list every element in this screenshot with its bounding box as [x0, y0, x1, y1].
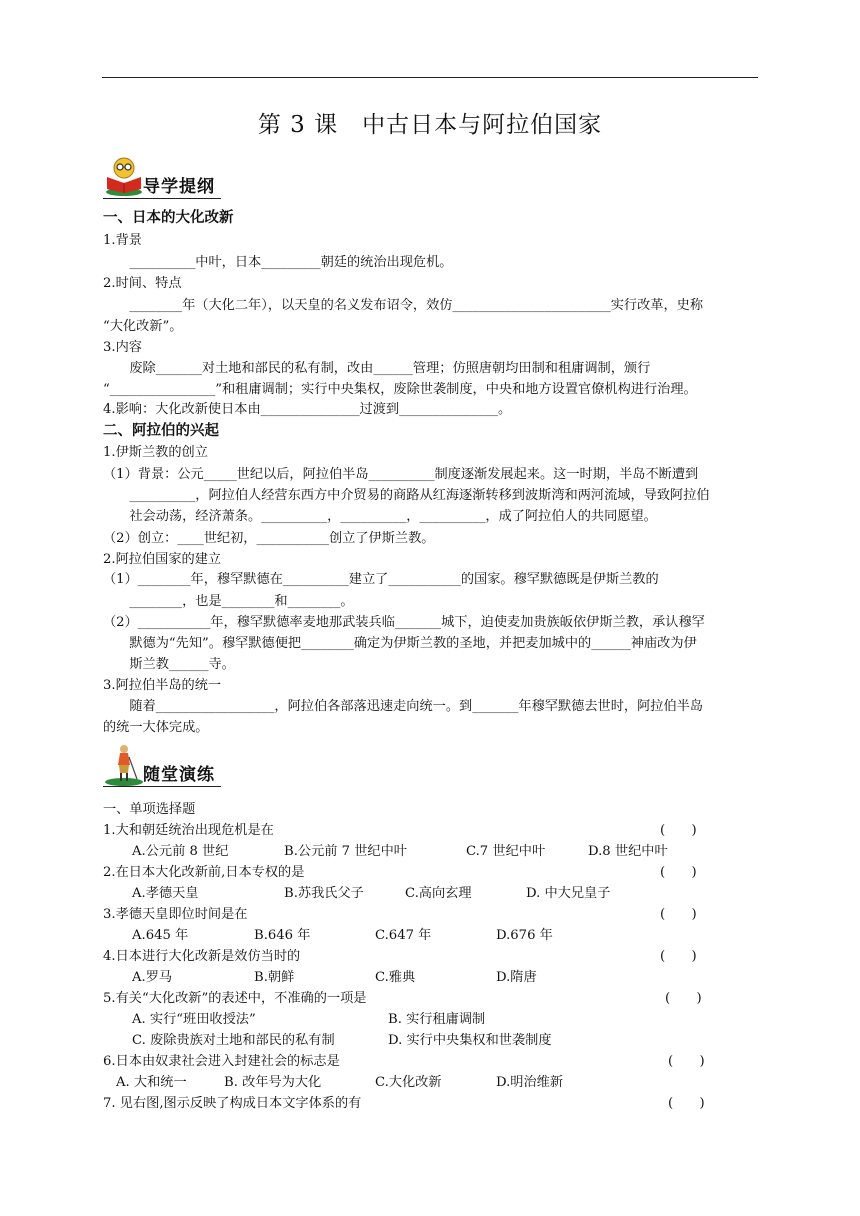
outline-line: 2.时间、特点: [103, 276, 182, 291]
option-a: A. 大和统一: [116, 1075, 187, 1090]
student-reading-book-icon: [103, 155, 145, 197]
option-a: A.公元前 8 世纪: [132, 844, 229, 859]
question-stem: 6.日本由奴隶社会进入封建社会的标志是: [103, 1054, 340, 1069]
section-heading-guide: [103, 155, 303, 199]
page-title: 第 3 课 中古日本与阿拉伯国家: [257, 112, 603, 138]
exercise-heading: 一、单项选择题: [103, 802, 196, 817]
option-a: A.罗马: [132, 970, 173, 985]
option-d: D.676 年: [496, 928, 553, 943]
answer-bracket: ( ): [665, 991, 702, 1006]
option-b: B.公元前 7 世纪中叶: [284, 844, 407, 859]
option-b: B.朝鲜: [254, 970, 295, 985]
option-b: B.苏我氏父子: [284, 886, 364, 901]
question-stem: 4.日本进行大化改新是效仿当时的: [103, 949, 301, 964]
option-d: D.明治维新: [496, 1075, 564, 1090]
section-title-guide: 导学提纲: [143, 177, 215, 197]
answer-bracket: ( ): [668, 1054, 705, 1069]
question-stem: 3.孝德天皇即位时间是在: [103, 907, 248, 922]
outline-line: 默德为“先知”。穆罕默德便把________确定为伊斯兰教的圣地，并把麦加城中的______神庙改为伊: [103, 636, 697, 651]
outline-line: 2.阿拉伯国家的建立: [103, 552, 222, 567]
outline-line: __________中叶，日本_________朝廷的统治出现危机。: [103, 255, 453, 270]
outline-line: “________________”和租庸调制；实行中央集权，废除世袭制度，中央和地方设置官僚机构进行治理。: [103, 382, 697, 397]
outline-line: 废除_______对土地和部民的私有制，改由______管理；仿照唐朝均田制和租庸调制，颁行: [103, 361, 651, 376]
outline-line: 3.内容: [103, 340, 142, 355]
section-heading-practice: [103, 743, 303, 787]
question-stem: 2.在日本大化改新前,日本专权的是: [103, 865, 305, 880]
outline-line: 的统一大体完成。: [103, 720, 209, 735]
outline-line: 1.伊斯兰教的创立: [103, 445, 208, 460]
option-a: A.孝德天皇: [132, 886, 199, 901]
option-c: C.大化改新: [375, 1075, 442, 1090]
option-c: C.647 年: [375, 928, 432, 943]
outline-line: ________，也是________和________。: [103, 594, 354, 609]
option-d: D. 实行中央集权和世袭制度: [388, 1033, 552, 1048]
outline-line: （1）________年，穆罕默德在__________建立了___________的国家。穆罕默德既是伊斯兰教的: [103, 572, 659, 587]
golfer-icon: [103, 743, 145, 787]
option-c: C.雅典: [375, 970, 416, 985]
header-rule: [102, 77, 758, 78]
option-c: C.高向玄理: [405, 886, 472, 901]
outline-line: 随着__________________，阿拉伯各部落迅速走向统一。到_______年穆罕默德去世时，阿拉伯半岛: [103, 699, 704, 714]
outline-heading: 二、阿拉伯的兴起: [103, 423, 219, 439]
outline-line: “大化改新”。: [103, 319, 183, 334]
outline-line: （2）___________年，穆罕默德率麦地那武装兵临_______城下，迫使麦加贵族皈依伊斯兰教，承认穆罕: [103, 615, 705, 630]
section-underline: [103, 198, 221, 199]
outline-line: 4.影响：大化改新使日本由_______________过渡到_______________。: [103, 402, 512, 417]
option-d: D. 中大兄皇子: [526, 886, 611, 901]
answer-bracket: ( ): [660, 949, 697, 964]
outline-line: 斯兰教______寺。: [103, 657, 235, 672]
question-stem: 7. 见右图,图示反映了构成日本文字体系的有: [103, 1096, 362, 1111]
answer-bracket: ( ): [660, 907, 697, 922]
outline-line: __________，阿拉伯人经营东西方中介贸易的商路从红海逐渐转移到波斯湾和两河流域，导致阿拉伯: [103, 488, 710, 503]
option-b: B. 改年号为大化: [224, 1075, 322, 1090]
question-stem: 1.大和朝廷统治出现危机是在: [103, 823, 274, 838]
answer-bracket: ( ): [660, 823, 697, 838]
outline-line: 3.阿拉伯半岛的统一: [103, 678, 222, 693]
option-d: D.隋唐: [496, 970, 537, 985]
option-a: A.645 年: [132, 928, 189, 943]
outline-line: 1.背景: [103, 233, 142, 248]
outline-heading: 一、日本的大化改新: [103, 210, 234, 226]
question-stem: 5.有关“大化改新”的表述中，不准确的一项是: [103, 991, 367, 1006]
answer-bracket: ( ): [668, 1096, 705, 1111]
outline-line: （2）创立：____世纪初，___________创立了伊斯兰教。: [103, 531, 435, 546]
outline-line: ________年（大化二年），以天皇的名义发布诏令，效仿________________________实行改革，史称: [103, 298, 704, 313]
option-c: C. 废除贵族对土地和部民的私有制: [132, 1033, 335, 1048]
answer-bracket: ( ): [660, 865, 697, 880]
option-c: C.7 世纪中叶: [466, 844, 546, 859]
option-d: D.8 世纪中叶: [588, 844, 668, 859]
section-title-practice: 随堂演练: [143, 765, 215, 785]
outline-line: 社会动荡，经济萧条。__________，__________，__________，成了阿拉伯人的共同愿望。: [103, 509, 657, 524]
option-b: B.646 年: [254, 928, 311, 943]
section-underline: [103, 786, 221, 787]
outline-line: （1）背景：公元_____世纪以后，阿拉伯半岛__________制度逐渐发展起来。这一时期，半岛不断遭到: [103, 467, 699, 482]
option-b: B. 实行租庸调制: [388, 1012, 486, 1027]
option-a: A. 实行“班田收授法”: [132, 1012, 256, 1027]
